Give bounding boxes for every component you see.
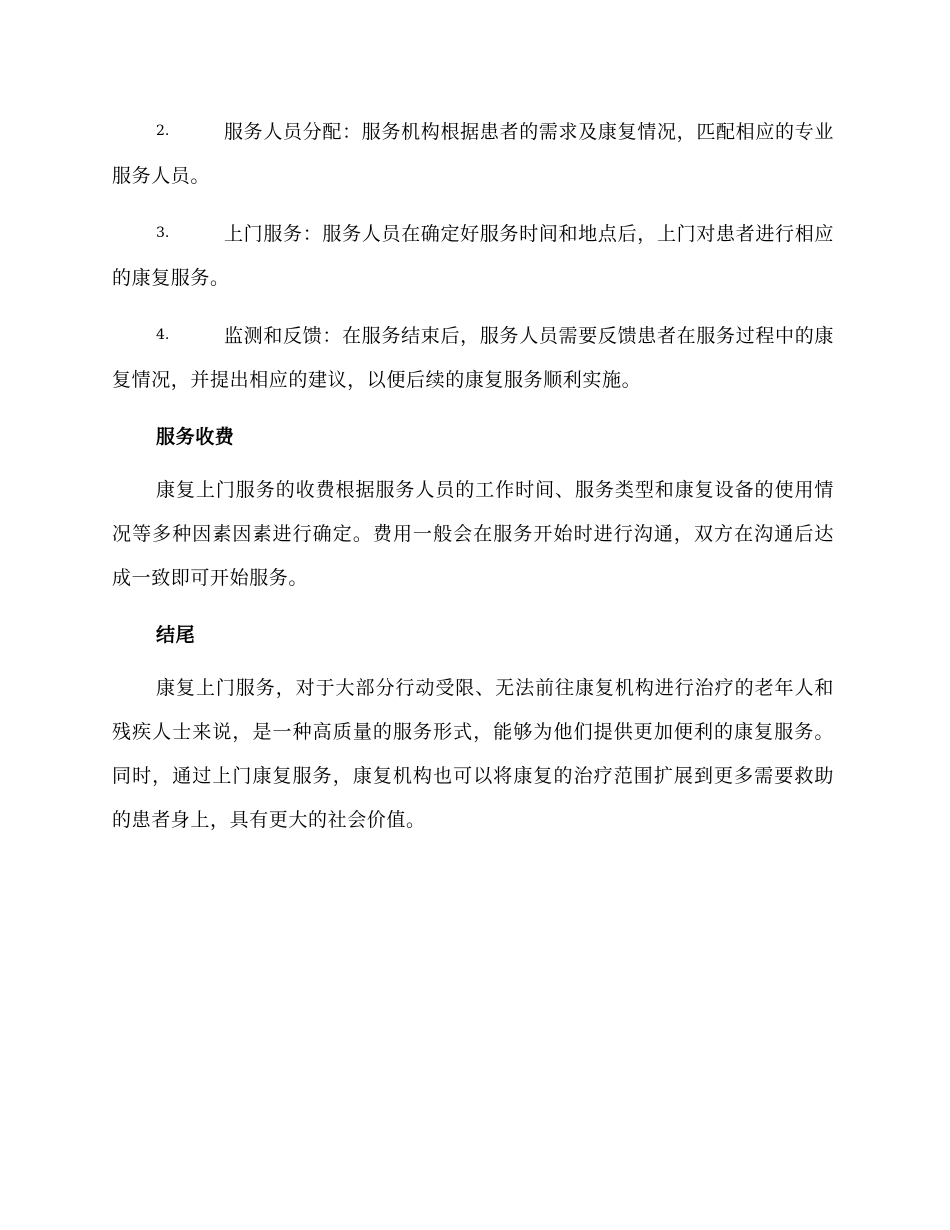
- list-number: 2.: [156, 123, 170, 139]
- list-item-text: 监测和反馈：在服务结束后，服务人员需要反馈患者在服务过程中的康复情况，并提出相应的建议，以便后续的康复服务顺利实施。: [112, 325, 834, 391]
- list-item-staff-assignment: [112, 110, 834, 198]
- list-item-text: 上门服务：服务人员在确定好服务时间和地点后，上门对患者进行相应的康复服务。: [112, 223, 834, 289]
- document-page: [112, 110, 834, 856]
- section-heading-ending: 结尾: [156, 624, 196, 646]
- section-body-ending: 康复上门服务，对于大部分行动受限、无法前往康复机构进行治疗的老年人和残疾人士来说，是一种高质量的服务形式，能够为他们提供更加便利的康复服务。同时，通过上门康复服务，康复机构也可以将康复的治疗范围扩展到更多需要救助的患者身上，具有更大的社会价值。: [112, 677, 834, 831]
- section-heading-fees: 服务收费: [156, 426, 235, 448]
- list-item-home-service: [112, 212, 834, 300]
- list-item-monitoring-feedback: [112, 314, 834, 402]
- section-body-fees: 康复上门服务的收费根据服务人员的工作时间、服务类型和康复设备的使用情况等多种因素因素进行确定。费用一般会在服务开始时进行沟通，双方在沟通后达成一致即可开始服务。: [112, 479, 834, 589]
- list-item-text: 服务人员分配：服务机构根据患者的需求及康复情况，匹配相应的专业服务人员。: [112, 121, 834, 187]
- list-number: 3.: [156, 225, 170, 241]
- list-number: 4.: [156, 327, 170, 343]
